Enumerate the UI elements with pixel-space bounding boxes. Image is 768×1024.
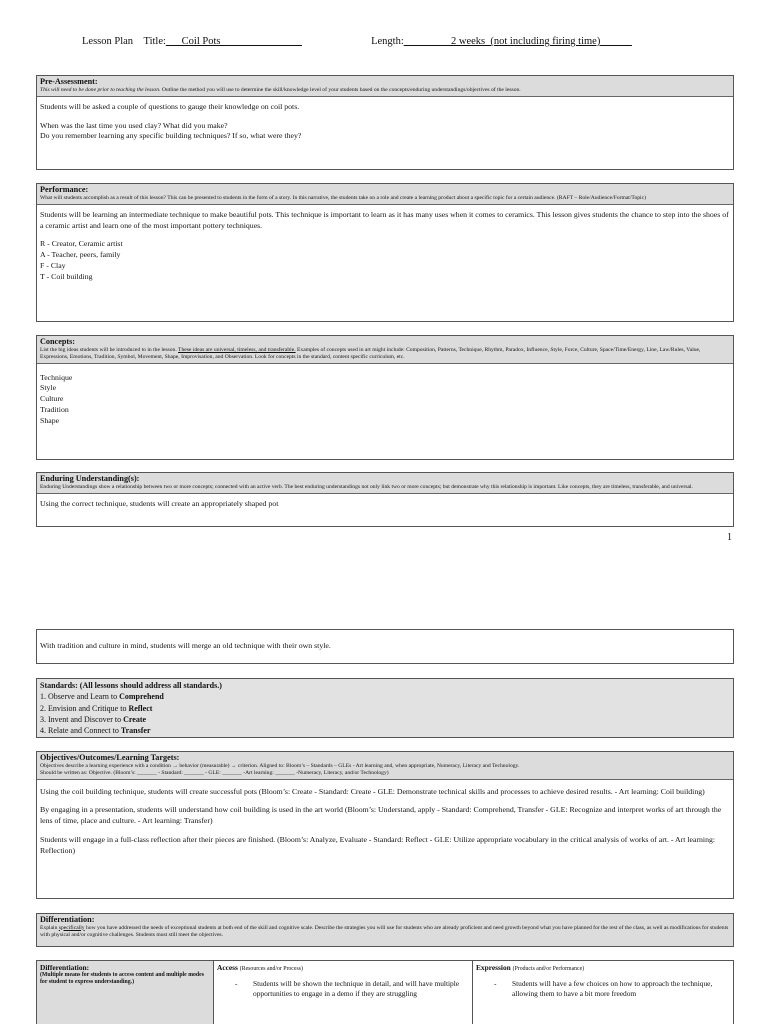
pre-assessment-body — [37, 97, 733, 146]
raft-item: R - Creator, Ceramic artist — [40, 239, 123, 249]
standard-item: 2. Envision and Critique to Reflect — [40, 703, 153, 713]
access-cell — [214, 961, 473, 1024]
differentiation-section — [36, 913, 734, 947]
objective-item: Students will engage in a full-class reflection after their pieces are finished. (Bloom’s: Analyze, Evaluate - Standard: Reflect - GLE: Utilize appropriate vocabulary in the critical analysis of works of art. - Art learning: Reflection) — [40, 835, 716, 856]
list-item: - Students will have a few choices on how to approach the technique, allowing them to have a bit more freedom — [494, 978, 713, 998]
standards-body — [37, 679, 733, 738]
performance-body — [37, 205, 733, 286]
diff-col-title: Differentiation: — [40, 963, 90, 972]
objective-item: By engaging in a presentation, students will understand how coil building is used in the art world (Bloom’s: Understand, apply - Standard: Comprehend, Transfer - GLE: Recognize and interpret works of art through the lens of time, place and culture. - Art learning: Transfer) — [40, 805, 722, 826]
expression-header: Expression (Products and/or Performance) — [476, 963, 585, 972]
concepts-body — [37, 364, 733, 431]
table-row — [37, 961, 734, 1024]
standard-item: 3. Invent and Discover to Create — [40, 715, 147, 725]
pre-assessment-desc: This will need to be done prior to teaching the lesson. Outline the method you will use to determine the skill/knowledge level of your students based on the concepts/enduring understandings/objectives of the lesson. — [40, 86, 521, 93]
pre-assessment-line: Do you remember learning any specific building techniques? If so, what were they? — [40, 131, 302, 141]
objectives-body — [37, 780, 733, 861]
enduring-desc: Enduring Understandings show a relationship between two or more concepts; connected with an active verb. The best enduring understandings not only link two or more concepts; but demonstrate why this relationship is important. Like concepts, they are timeless, transferable, and universal. — [40, 483, 693, 490]
objectives-title: Objectives/Outcomes/Learning Targets: — [40, 753, 180, 762]
pre-assessment-line: When was the last time you used clay? What did you make? — [40, 120, 228, 130]
access-header: Access (Resources and/or Process) — [217, 963, 303, 972]
title-value: ___Coil Pots _______________ — [165, 36, 302, 47]
concept-item: Shape — [40, 416, 60, 426]
objectives-format: Should be written as: Objective. (Bloom’s: _______ - Standard: _______ - GLE: _______ -Art learning: _______ -Numeracy, Literacy, and/or Technology) — [40, 769, 389, 776]
concepts-section — [36, 335, 734, 460]
enduring-title: Enduring Understanding(s): — [40, 474, 140, 483]
expression-cell — [473, 961, 734, 1024]
raft-item: A - Teacher, peers, family — [40, 250, 121, 260]
concept-item: Tradition — [40, 405, 69, 415]
title-label: Title: — [143, 36, 166, 47]
concepts-header — [37, 336, 733, 364]
objectives-section — [36, 751, 734, 899]
page-number: 1 — [727, 532, 732, 543]
length-value: _________2 weeks_(not including firing time)______ — [403, 36, 632, 47]
raft-item: T - Coil building — [40, 272, 93, 282]
pre-assessment-header — [37, 76, 733, 97]
standards-title: Standards: (All lessons should address all standards.) — [40, 681, 222, 690]
enduring-continued-line: With tradition and culture in mind, students will merge an old technique with their own style. — [40, 641, 331, 650]
lesson-plan-label: Lesson Plan — [82, 36, 134, 47]
length-label: Length: — [371, 36, 404, 47]
diff-col-desc: (Multiple means for students to access content and multiple modes for student to express understanding.) — [40, 972, 204, 985]
plan-header — [82, 36, 722, 47]
performance-section — [36, 183, 734, 322]
standard-item: 1. Observe and Learn to Comprehend — [40, 692, 164, 702]
list-item: - Students will be shown the technique in detail, and will have multiple opportunities to engage in a demo if they are struggling — [235, 978, 460, 998]
enduring-body — [37, 494, 733, 513]
concept-item: Technique — [40, 372, 73, 382]
differentiation-label-cell — [37, 961, 214, 1024]
performance-header — [37, 184, 733, 205]
differentiation-header — [37, 914, 733, 946]
enduring-continued-body — [37, 630, 733, 655]
enduring-line: Using the correct technique, students will create an appropriately shaped pot — [40, 498, 279, 508]
pre-assessment-line: Students will be asked a couple of questions to gauge their knowledge on coil pots. — [40, 101, 300, 111]
differentiation-title: Differentiation: — [40, 915, 95, 924]
differentiation-desc: Explain specifically how you have addressed the needs of exceptional students at both end of the skill and cognitive scale. Describe the strategies you will use for students who are already proficient and need growth beyond what you have planned for the rest of the class, as well as modifications for students with physical and/or cognitive challenges. Students must still meet the objectives. — [40, 924, 729, 938]
objectives-header — [37, 752, 733, 780]
raft-item: F - Clay — [40, 261, 66, 271]
concept-item: Style — [40, 383, 57, 393]
enduring-section — [36, 472, 734, 527]
concepts-title: Concepts: — [40, 337, 76, 346]
pre-assessment-section — [36, 75, 734, 170]
enduring-continued-section — [36, 629, 734, 664]
performance-desc: What will students accomplish as a result of this lesson? This can be presented to students in the form of a story. In this narrative, the students take on a role and create a learning product about a specific topic for a certain audience. (RAFT – Role/Audience/Format/Topic) — [40, 194, 646, 201]
standards-section — [36, 678, 734, 738]
performance-paragraph: Students will be learning an intermediate technique to make beautiful pots. This technique is important to learn as it has many uses when it comes to ceramics. This lesson gives students the chance to step into the shoes of a ceramic artist and learn one of the most important pottery techniques. — [40, 209, 729, 230]
differentiation-table — [36, 960, 734, 1024]
concept-item: Culture — [40, 394, 64, 404]
standard-item: 4. Relate and Connect to Transfer — [40, 726, 151, 736]
objectives-desc: Objectives describe a learning experience with a condition → behavior (measurable) → criterion. Aligned to: Bloom’s – Standards – GLEs - Art learning and, when appropriate, Numeracy, Literacy and Technology. — [40, 762, 520, 769]
performance-title: Performance: — [40, 185, 89, 194]
objective-item: Using the coil building technique, students will create successful pots (Bloom’s: Create - Standard: Create - GLE: Demonstrate technical skills and processes to achieve desired results. - Art learning: Coil building) — [40, 786, 705, 796]
pre-assessment-title: Pre-Assessment: — [40, 77, 98, 86]
concepts-desc: List the big ideas students will be introduced to in the lesson. These ideas are universal, timeless, and transferable. Examples of concepts used in art might include: Composition, Patterns, Technique, Rhythm, Paradox, Influence, Style, Force, Culture, Space/Time/Energy, Line, Law/Rules, Value, Expressions, Emotions, Tradition, Symbol, Movement, Shape, Improvisation, and Observation. Look for concepts in the standard, content specific curriculum, etc. — [40, 346, 701, 360]
enduring-header — [37, 473, 733, 494]
